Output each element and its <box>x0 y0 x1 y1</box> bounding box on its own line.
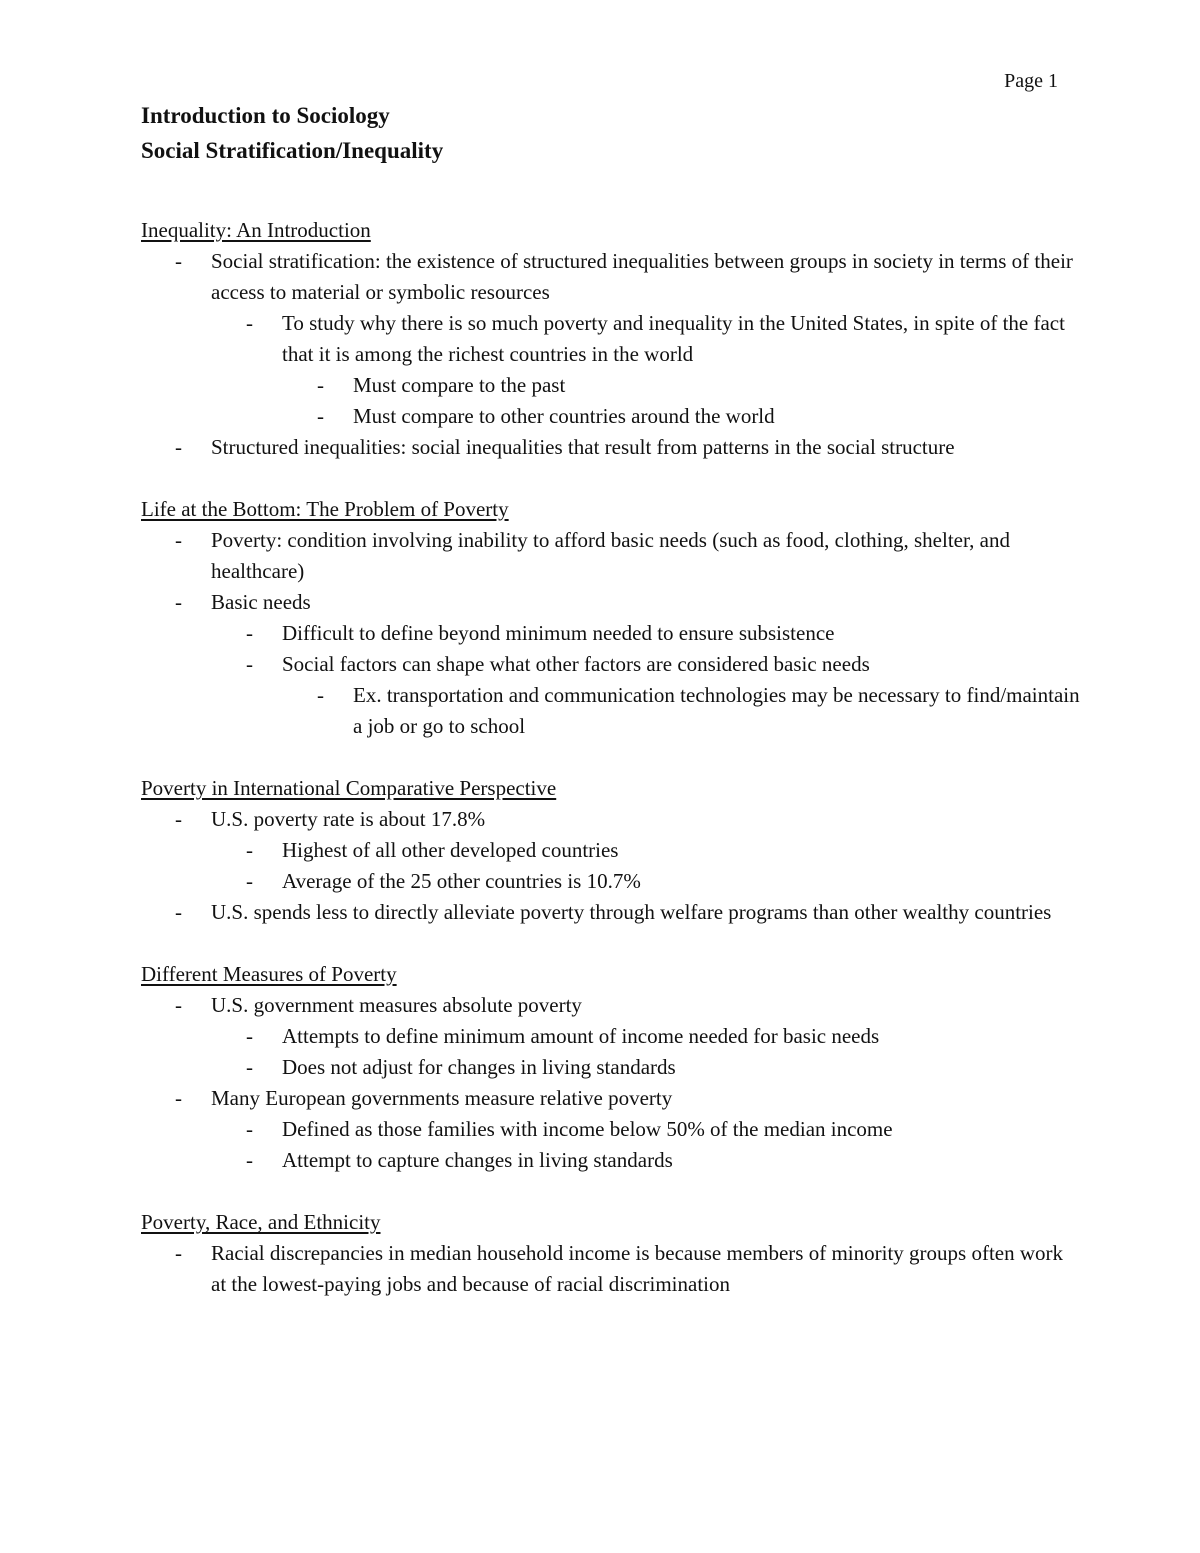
dash-bullet-icon: - <box>246 869 253 893</box>
dash-bullet-icon: - <box>175 993 182 1017</box>
document-title: Introduction to Sociology <box>141 103 390 128</box>
list-item-text: Difficult to define beyond minimum needed to ensure subsistence <box>282 621 835 645</box>
list-item-text: Social factors can shape what other factors are considered basic needs <box>282 652 870 676</box>
section <box>141 215 1081 463</box>
list-item-text: Poverty: condition involving inability to afford basic needs (such as food, clothing, shelter, and healthcare) <box>211 528 1010 583</box>
dash-bullet-icon: - <box>175 249 182 273</box>
list-item <box>141 649 1081 680</box>
list-item <box>141 804 1081 835</box>
list-item <box>141 897 1081 928</box>
list-item <box>141 1021 1081 1052</box>
list-item-text: Must compare to the past <box>353 373 566 397</box>
dash-bullet-icon: - <box>246 311 253 335</box>
list-item-text: U.S. government measures absolute poverty <box>211 993 582 1017</box>
dash-bullet-icon: - <box>246 838 253 862</box>
list-item-text: Does not adjust for changes in living standards <box>282 1055 676 1079</box>
list-item <box>141 401 1081 432</box>
list-item-text: Racial discrepancies in median household income is because members of minority groups often work at the lowest-paying jobs and because of racial discrimination <box>211 1241 1064 1296</box>
list-item-text: Many European governments measure relative poverty <box>211 1086 673 1110</box>
section <box>141 959 1081 1176</box>
list-item-text: To study why there is so much poverty and inequality in the United States, in spite of the fact that it is among the richest countries in the world <box>282 311 1065 366</box>
list-item <box>141 432 1081 463</box>
list-item <box>141 1238 1081 1300</box>
list-item <box>141 1145 1081 1176</box>
list-item <box>141 1083 1081 1114</box>
list-item <box>141 618 1081 649</box>
section-heading: Different Measures of Poverty <box>141 962 397 986</box>
list-item <box>141 680 1081 742</box>
dash-bullet-icon: - <box>246 1024 253 1048</box>
list-item <box>141 308 1081 370</box>
dash-bullet-icon: - <box>246 621 253 645</box>
section-heading: Inequality: An Introduction <box>141 218 371 242</box>
list-item-text: Average of the 25 other countries is 10.7% <box>282 869 641 893</box>
list-item-text: U.S. poverty rate is about 17.8% <box>211 807 486 831</box>
list-item-text: Must compare to other countries around the world <box>353 404 775 428</box>
dash-bullet-icon: - <box>175 1086 182 1110</box>
dash-bullet-icon: - <box>246 1117 253 1141</box>
section-heading: Poverty, Race, and Ethnicity <box>141 1210 381 1234</box>
document-subtitle: Social Stratification/Inequality <box>141 138 444 163</box>
sections-container <box>141 215 1081 1300</box>
page-number: Page 1 <box>1004 70 1058 92</box>
dash-bullet-icon: - <box>175 590 182 614</box>
list-item <box>141 370 1081 401</box>
list-item <box>141 246 1081 308</box>
list-item-text: Ex. transportation and communication technologies may be necessary to find/maintain a job or go to school <box>353 683 1080 738</box>
dash-bullet-icon: - <box>175 435 182 459</box>
list-item <box>141 1114 1081 1145</box>
dash-bullet-icon: - <box>175 900 182 924</box>
list-item <box>141 835 1081 866</box>
dash-bullet-icon: - <box>317 373 324 397</box>
dash-bullet-icon: - <box>246 1148 253 1172</box>
dash-bullet-icon: - <box>246 652 253 676</box>
section-heading: Poverty in International Comparative Perspective <box>141 776 557 800</box>
list-item <box>141 587 1081 618</box>
document-body <box>141 98 1081 1300</box>
section <box>141 494 1081 742</box>
section-heading: Life at the Bottom: The Problem of Poverty <box>141 497 509 521</box>
list-item <box>141 525 1081 587</box>
dash-bullet-icon: - <box>317 683 324 707</box>
list-item <box>141 990 1081 1021</box>
list-item <box>141 1052 1081 1083</box>
list-item-text: Defined as those families with income below 50% of the median income <box>282 1117 893 1141</box>
list-item-text: Basic needs <box>211 590 311 614</box>
section <box>141 773 1081 928</box>
list-item-text: Social stratification: the existence of structured inequalities between groups in society in terms of their access to material or symbolic resources <box>211 249 1073 304</box>
dash-bullet-icon: - <box>175 528 182 552</box>
list-item <box>141 866 1081 897</box>
list-item-text: U.S. spends less to directly alleviate poverty through welfare programs than other wealthy countries <box>211 900 1052 924</box>
list-item-text: Highest of all other developed countries <box>282 838 619 862</box>
list-item-text: Attempts to define minimum amount of income needed for basic needs <box>282 1024 880 1048</box>
dash-bullet-icon: - <box>317 404 324 428</box>
dash-bullet-icon: - <box>175 1241 182 1265</box>
dash-bullet-icon: - <box>246 1055 253 1079</box>
section <box>141 1207 1081 1300</box>
list-item-text: Structured inequalities: social inequalities that result from patterns in the social structure <box>211 435 955 459</box>
dash-bullet-icon: - <box>175 807 182 831</box>
list-item-text: Attempt to capture changes in living standards <box>282 1148 673 1172</box>
